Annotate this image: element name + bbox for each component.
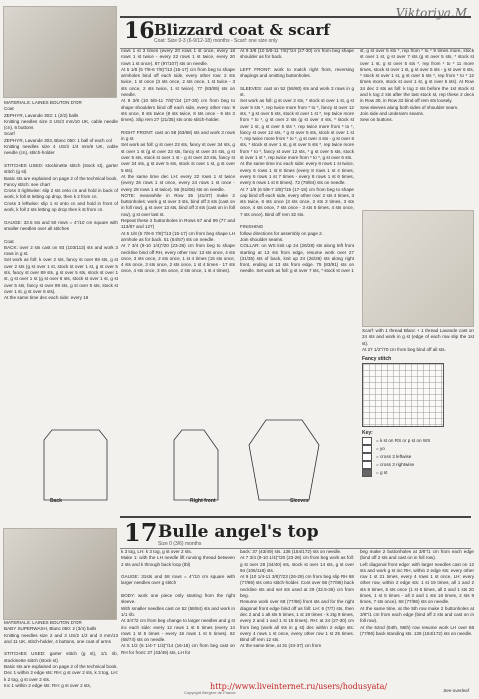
key-item: = cross 3 leftwise xyxy=(362,453,472,461)
cross-left-symbol-icon xyxy=(362,453,372,461)
yo-symbol-icon xyxy=(362,445,372,453)
pattern-title: Blizzard coat & scarf xyxy=(154,21,330,39)
chart-title: Fancy stitch xyxy=(362,356,392,362)
pattern-17-column-1: MATERIALS: LAINES BOUTON D'OR BABY SUPERWASH, Blanc 050: 2 (3/4) balls Knitting needles size 2 and 3 US/2 1/2 and 3 mm/13 and 11 UK, stitch-holder, 4 buttons, one coat of arms STITCHES USED: garter stitch (g st), 1/1 rib, stockinette stitch (stock st) Basic sts are explained on page 2 of the technical book. Dec 1 within 2 edge sts: RH: g st over 2 sts, k 3 tog, LH: k 2 tog, g st over 2 sts. Inc 1 within 2 edge sts: RH: g st over 2 sts, xyxy=(4,620,118,688)
pattern-number: 16 xyxy=(124,18,155,44)
brand-logo: Viktoriya.M xyxy=(395,6,467,20)
pattern-16-column-3: At 9 3/8 (10 5/8-11 7/8)"/24 (27-30) cm from beg shape shoulder as for back. LEFT FRONT: work to match right front, reversing shapings and omitting buttonholes. SLEEVES: cast on 52 (56/60) sts and work 3 rows in g st. Set work as foll: g st over 2 sts, * stock st over 1 st, g st over 5 sts *, rep twice more from * to *, fancy st over 12 sts, * g st over 5 sts, stock st over 1 st *, rep twice more from * to *, g st over 2 sts (g st over 4 sts, * stock st over 1 st, g st over 5 sts *, rep twice more from * to *, fancy st over 12 sts, * g st over 5 sts, stock st over 1 st *, rep twice more from * to *, g st over 4 sts - g st over 6 sts, * stock st over 1 st, g st over 5 sts *, rep twice more from * to *, fancy st over 12 sts, * g st over 5 sts, stock st over 1 st *, rep twice more from * to *, g st over 6 sts. At the same time inc each side: every 8 rows 1 st twice, every 6 rows 1 st 8 times (every 8 rows 1 st 4 times, every 6 rows 1 st 7 times - every 8 rows 1 st 6 times, every 6 rows 1 st 6 times). 72 (78/84) sts on needle. At 7 1/8 (6 5/8-7 3/8)"/15 (17-19) cm from beg to shape cap bind off each side, every other row: 2 sts 4 times, 3 sts twice, 6 sts once (3 sts once, 2 sts 3 times, 3 sts once, 4 sts once, 7 sts once - 3 sts 5 times, 4 sts once, 7 sts once). Bind off rem 32 sts. FINISHING follow directions for assembly on page 2. Join shoulder seams. COLLAR: on WS knit up 24 (26/28) sts along left front starting at 13 sts from edge, resume work over 27 (31/35) sts of back, knit up 24 (26/28) sts along right front, ending at 13 sts from edge. 75 (83/91) sts on needle. Set work as foll: g st over 7 sts, * stock st over 1 xyxy=(240,48,354,274)
sleeves-label: Sleeves xyxy=(290,498,309,504)
key-item: = k st on RS or p st on WS xyxy=(362,437,472,445)
key-title: Key: xyxy=(362,430,373,436)
angel-top-photo xyxy=(3,528,117,620)
back-piece xyxy=(44,430,107,500)
see-overleaf: See overleaf xyxy=(443,688,469,693)
copyright: Copyright Bergere de France xyxy=(184,690,236,695)
pattern-title: Bulle angel's top xyxy=(158,522,319,542)
pattern-16-column-1: MATERIALS: LAINES BOUTON D'OR Coat ZEPHYR, Lavande 303: 1 (2/2) balls Knitting needles size 3 US/3 mm/10 UK, cable needle (cn), 6 buttons Scarf ZEPHYR, Lavande 303, Blanc 050: 1 ball of each col Knitting needles size 4 US/3 1/4 mm/9 UK, cable needle (cn), stitch-holder STITCHES USED: stockinette stitch (stock st), garter stitch (g st) Basic sts are explained on page 2 of the technical book. Fancy stitch: see chart Cross 3 rightwise: slip 2 sts onto cn and hold in back of work, k foll st letting op drop, then k 2 from cn. Cross 3 leftwise: slip 1 st onto cn and hold in front of work, k foll 2 sts letting op drop then k st from cn. GAUGE: 33.5 sts and 50 rows = 4"/10 cm square with smaller needles over all stitches Coat BACK: over 2 sts cast on 93 (103/113) sts and work 3 rows in g st. Set work as foll: k over 2 sts, fancy st over 89 sts, g st over 2 sts (g st over 1 st, stock st over 1 st, g st over 5 sts, fancy st over 89 sts, g st over 5 sts, stock st over 1 st, g st over 1 st (g st over 6 sts, stock st over 1 st, g st over 5 sts, fancy st over 89 sts, g st over 5 sts, stock st over 1 st, g st over 6 sts). At the same time dec each side: every 16 xyxy=(4,100,118,301)
key-list xyxy=(362,437,472,477)
pattern-16-column-2: rows 1 st 3 times (every 20 rows 1 st once, every 18 rows 1 st twice - every 22 rows 1 st twice, every 20 rows 1 st once). 87 (97/107) sts on needle. At 5 1/8 (5 7/8-6 7/8)"/13 (15-17) cm from beg to shape armholes bind off each side, every other row: 2 sts twice, 1 st once (3 sts once, 2 sts once, 1 st twice - 3 sts once, 2 sts twice, 1 st twice). 77 (83/89) sts on needle. At 9 3/8 (10 5/8-11 7/8)"/24 (27-30) cm from beg to shape shoulders bind off each side, every other row: 9 sts once, 8 sts twice (9 sts twice, 8 sts once - 9 sts 3 times). Slip rem 27 (21/35) sts onto stitch-holder. RIGHT FRONT: cast on 58 (63/68) sts and work 3 rows in g st. Set work as foll: g st over 23 sts, fancy st over 34 sts, g st over 1 st (g st over 23 sts, fancy st over 34 sts, g st over 5 sts, stock st over 1 st - g st over 23 sts, fancy st over 34 sts, g st over 5 sts, stock st over 1 st, g st over 5 sts). At the same time dec LH: every 22 rows 1 st twice (every 26 rows 1 st once, every 24 rows 1 st once - every 28 rows 1 st twice). 56 (61/66) sts on needle. NOTE: meanwhile in Row 35 (41/47) make 2 buttonholes: work g st over 3 sts, bind off 3 sts (cast on in foll row), g st over 13 sts, bind off 3 sts (cast on in foll row), g st over last st. Repeat these 2 buttonholes in Rows 67 and 99 (77 and 113/87 and 127) At 5 1/8 (5 7/8-6 7/8)"/13 (15-17) cm from beg shape LH armhole as for back. 51 (54/57) sts on needle. At 7 3/4 (9-10 1/4)"/20 (23-26) cm from beg to shape neckline bind off RH, every other row: 13 sts once, 4 sts once, 3 sts once, 2 sts once, 1 st 4 times (15 sts once, 4 sts once, 3 sts once, 2 sts once, 1 st 4 times - 17 sts once, 4 sts once, 3 sts once, 2 sts once, 1 st 4 times). xyxy=(121,48,235,274)
pattern-17-column-3: back: 37 (43/49) sts. 136 (154/172) sts on needle. At 7 3/4 (9-10 1/4)"/20 (23-26) cm from beg work as foll: g st over 28 (34/40) sts, stock st over 14 sts, g st over 94 (106/118) sts. At 9 (10 1/4-11 3/8)"/23 (26-29) cm from beg slip RH 68 (77/86) sts onto stitch-holder. Cont over 68 (77/86) back neckline sts and set sts used at 29 (32.5-36) cm from beg. Resume work over 68 (77/86) front sts and for the right diagonal front edge bind off as foll: LH: 6 (7/7) sts, then dec 2 and 1 alt sts 5 times, 1 st 19 times - k 2tg 9 times, every 2 and 1 and 1 st 18 times). RH: at 24 (27-30) cm from beg (work all sts in g st) dec within 2 edge sts: every 4 rows 1 st once, every other row 1 st 25 times. Bind off rem 12 sts. At the same time, at 31 (34-37) cm from xyxy=(240,549,354,649)
back-label: Back xyxy=(50,498,62,504)
key-item: = g st xyxy=(362,469,472,477)
schematic-drawing xyxy=(4,405,358,510)
pattern-17-title-bar xyxy=(120,516,471,549)
key-item: = yo xyxy=(362,445,472,453)
knit-symbol-icon xyxy=(362,437,372,445)
cross-right-symbol-icon xyxy=(362,461,372,469)
scarf-photo xyxy=(362,210,474,327)
pattern-subtitle: Size 0 (3/6) months xyxy=(158,541,202,547)
scarf-instructions: Scarf: with 1 thread Blanc + 1 thread Lavande cast on 24 sts and work in g st (edge of each row slip the 1st st). At 27 1/2"/70 cm from beg bind off all sts. xyxy=(362,328,474,352)
pattern-subtitle: Coat: Size 0-3 (6-9/12-18) months - Scarf: one size only xyxy=(154,38,278,44)
coat-photo xyxy=(3,6,117,98)
front-label: Right front xyxy=(190,498,216,504)
watermark-url: http://www.liveinternet.ru/users/hodusyata/ xyxy=(210,682,388,691)
garter-symbol-icon xyxy=(362,469,372,477)
front-piece xyxy=(174,430,218,500)
pattern-number: 17 xyxy=(124,518,158,547)
fancy-stitch-chart xyxy=(362,363,444,427)
garment-schematics xyxy=(4,405,358,510)
pattern-17-column-4: beg make 2 buttonholes at 3/8"/1 cm from each edge (bind off 2 sts and cast on in foll row). Left diagonal front edge: with larger needles cast on 12 sts and work g st inc RH, within 2 edge sts: every other row 1 st 21 times, every 4 rows 1 st once, LH: every other row, within 2 edge sts: 1 st 19 times, all 1 and 2 sts 5 times, 6 sts once (1 st 6 times, all 2 and 1 sts 20 times, 1 st 5 times - all 2 and 1 sts 18 times, 2 sts 9 times, 7 sts once). 68 (77/86) sts on needle. At the same time, at the 5th row make 2 buttonholes at 3/8"/1 cm from each edge (bind off 2 sts and cast on in foll row). At the 52nd (54th, 56th) row resume work LH over 68 (77/86) back standing sts. 136 (154/172) sts on needle. xyxy=(360,549,474,636)
key-item: = cross 3 rightwise xyxy=(362,461,472,469)
pattern-17-column-2: k 3 tog, LH: k 3 tog, g st over 2 sts. Make 1: with the LH needle lift running thread between 2 sts and k through back loop (tbl) GAUGE: 31sts and 58 rows = 4"/10 cm square with larger needles over g stitch BODY: work one piece only starting from the right sleeve. With smaller needles cast on 52 (58/64) sts and work in 1/1 rib. At 3/4"/2 cm from beg change to larger needles and g st inc each side: every 12 rows 1 st 5 times (every 14 rows 1 st 5 times - every 16 rows 1 st 5 times). 62 (68/74) sts on needle. At 5 1/2 (6 1/4-7 1/4)"/14 (16-18) cm from beg cast on RH for front: 37 (43/49) sts, LH for xyxy=(121,549,235,655)
pattern-16-title-bar xyxy=(120,16,471,49)
sleeve-piece xyxy=(249,420,319,500)
pattern-16-column-4: st, g st over 5 sts *, rep from * to * 9 times more, stock st over 1 st, g st over 7 sts (g st over 5 sts, * stock st over 1 st, g st over 5 sts *, rep from * to * 11 more times, stock st over 1 st, g st over 5 sts - g st over 6 sts, * stock st over 1 st, g st over 5 sts *, rep from * to * 12 times more, stock st over 1 st, g st over 6 sts). At Row 24 dec 2 sts as foll: k tog 2 sts before the 1st stock st and k tog 2 sts after the last stock st, rep these 2 decs in Row 30, in Row 32 bind off rem sts loosely. Sew sleeves along both sides of shoulder seam. Join side and underarm seams. Sew on buttons. xyxy=(360,48,474,123)
